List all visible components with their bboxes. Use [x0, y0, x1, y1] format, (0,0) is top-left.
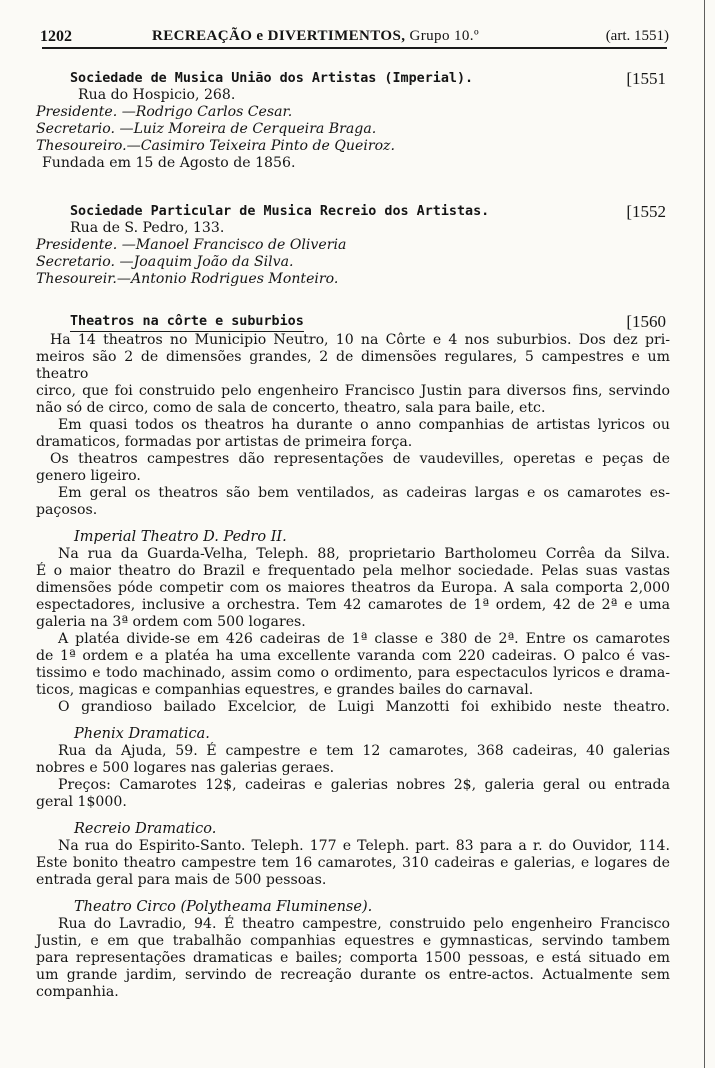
- theatre-line: Na rua do Espirito-Santo. Teleph. 177 e Teleph. part. 83 para a r. do Ouvidor, 114.: [58, 838, 670, 854]
- theatre-line: um grande jardim, servindo de recreação durante os entre-actos. Actualmente sem: [36, 967, 670, 983]
- theatre-heading: Imperial Theatro D. Pedro II.: [74, 529, 287, 545]
- theatre-heading: Phenix Dramatica.: [74, 726, 210, 742]
- section-heading: Theatros na côrte e suburbios [1560: [70, 312, 666, 331]
- theatre-heading: Recreio Dramatico.: [74, 821, 217, 837]
- theatre-line: A platéa divide-se em 426 cadeiras de 1ª classe e 380 de 2ª. Entre os camarotes: [58, 631, 670, 647]
- intro-line: Ha 14 theatros no Municipio Neutro, 10 na Côrte e 4 nos suburbios. Dos dez pri-: [50, 332, 670, 348]
- treasurer-line: Thesoureiro.—Casimiro Teixeira Pinto de Queiroz.: [36, 138, 395, 154]
- intro-line: circo, que foi construido pelo engenheiro Francisco Justin para diversos fins, servindo: [36, 383, 670, 399]
- theatre-line: Rua da Ajuda, 59. É campestre e tem 12 camarotes, 368 cadeiras, 40 galerias: [58, 743, 670, 759]
- theatre-line: nobres e 500 logares nas galerias geraes.: [36, 760, 335, 776]
- article-number: [1551: [626, 69, 666, 88]
- theatre-line: Justin, e em que trabalhão companhias equestres e gymnasticas, servindo tambem: [36, 933, 670, 949]
- section-1552: [36, 203, 670, 288]
- intro-line: Em quasi todos os theatros ha durante o anno companhias de artistas lyricos ou: [58, 417, 670, 433]
- theatre-line: Na rua da Guarda-Velha, Teleph. 88, proprietario Bartholomeu Corrêa da Silva.: [58, 546, 670, 562]
- theatre-line: dimensões póde competir com os maiores theatros da Europa. A sala comporta 2,000: [36, 580, 670, 596]
- theatre-line: galeria na 3ª ordem com 500 logares.: [36, 614, 306, 630]
- intro-line: meiros são 2 de dimensões grandes, 2 de dimensões regulares, 5 campestres e um theatro: [36, 349, 670, 382]
- article-range: (art. 1551): [605, 28, 669, 44]
- founded-line: Fundada em 15 de Agosto de 1856.: [42, 155, 296, 171]
- secretary-line: Secretario. —Joaquim João da Silva.: [36, 254, 294, 270]
- page-number: 1202: [40, 28, 72, 45]
- intro-line: não só de circo, como de sala de concerto, theatro, sala para baile, etc.: [36, 400, 546, 416]
- theatre-line: geral 1$000.: [36, 794, 127, 810]
- treasurer-line: Thesoureir.—Antonio Rodrigues Monteiro.: [36, 271, 339, 287]
- section-heading: Sociedade Particular de Musica Recreio dos Artistas. [1552: [70, 202, 666, 221]
- prices-line: Preços: Camarotes 12$, cadeiras e galerias nobres 2$, galeria geral ou entrada: [58, 777, 670, 793]
- theatre-line: espectadores, inclusive a orchestra. Tem 42 camarotes de 1ª ordem, 42 de 2ª e uma: [36, 597, 670, 613]
- theatre-heading: Theatro Circo (Polytheama Fluminense).: [74, 899, 373, 915]
- article-number: [1560: [626, 312, 666, 331]
- article-number: [1552: [626, 202, 666, 221]
- theatre-line: companhia.: [36, 984, 119, 1000]
- theatre-line: entrada geral para mais de 500 pessoas.: [36, 872, 327, 888]
- theatre-line: para representações dramaticas e bailes; comporta 1500 pessoas, e está situado em: [36, 950, 670, 966]
- theatre-line: O grandioso bailado Excelcior, de Luigi Manzotti foi exhibido neste theatro.: [58, 699, 670, 715]
- section-1551: [36, 70, 670, 172]
- secretary-line: Secretario. —Luiz Moreira de Cerqueira Braga.: [36, 121, 377, 137]
- page-edge-line: [704, 0, 705, 1068]
- theatre-line: É o maior theatro do Brazil e frequentado pela melhor sociedade. Pelas suas vastas: [36, 563, 670, 579]
- section-heading: Sociedade de Musica União dos Artistas (Imperial). [1551: [70, 69, 666, 88]
- theatre-line: tissimo e todo machinado, assim como o ordimento, para espectaculos lyricos e drama-: [36, 665, 670, 681]
- theatre-line: Este bonito theatro campestre tem 16 camarotes, 310 cadeiras e galerias, e logares de: [36, 855, 670, 871]
- theatre-line: Rua do Lavradio, 94. É theatro campestre, construido pelo engenheiro Francisco: [58, 916, 670, 932]
- running-title: RECREAÇÃO e DIVERTIMENTOS, Grupo 10.º: [152, 28, 480, 44]
- section-1560: [36, 313, 670, 1001]
- president-line: Presidente. —Manoel Francisco de Oliveria: [36, 237, 347, 253]
- intro-line: paçosos.: [36, 502, 98, 518]
- intro-line: Em geral os theatros são bem ventilados, as cadeiras largas e os camarotes es-: [58, 485, 670, 501]
- intro-line: dramaticos, formadas por artistas de primeira força.: [36, 434, 413, 450]
- address-line: Rua de S. Pedro, 133.: [70, 220, 225, 236]
- theatre-line: ticos, magicas e companhias equestres, e grandes bailes do carnaval.: [36, 682, 534, 698]
- header-rule: [42, 47, 667, 49]
- group-label: Grupo 10.º: [409, 28, 480, 44]
- intro-line: genero ligeiro.: [36, 468, 141, 484]
- address-line: Rua do Hospicio, 268.: [78, 87, 236, 103]
- theatre-line: de 1ª ordem e a platéa ha uma excellente varanda com 220 cadeiras. O palco é vas-: [36, 648, 670, 664]
- intro-line: Os theatros campestres dão representações de vaudevilles, operetas e peças de: [50, 451, 670, 467]
- president-line: Presidente. —Rodrigo Carlos Cesar.: [36, 104, 293, 120]
